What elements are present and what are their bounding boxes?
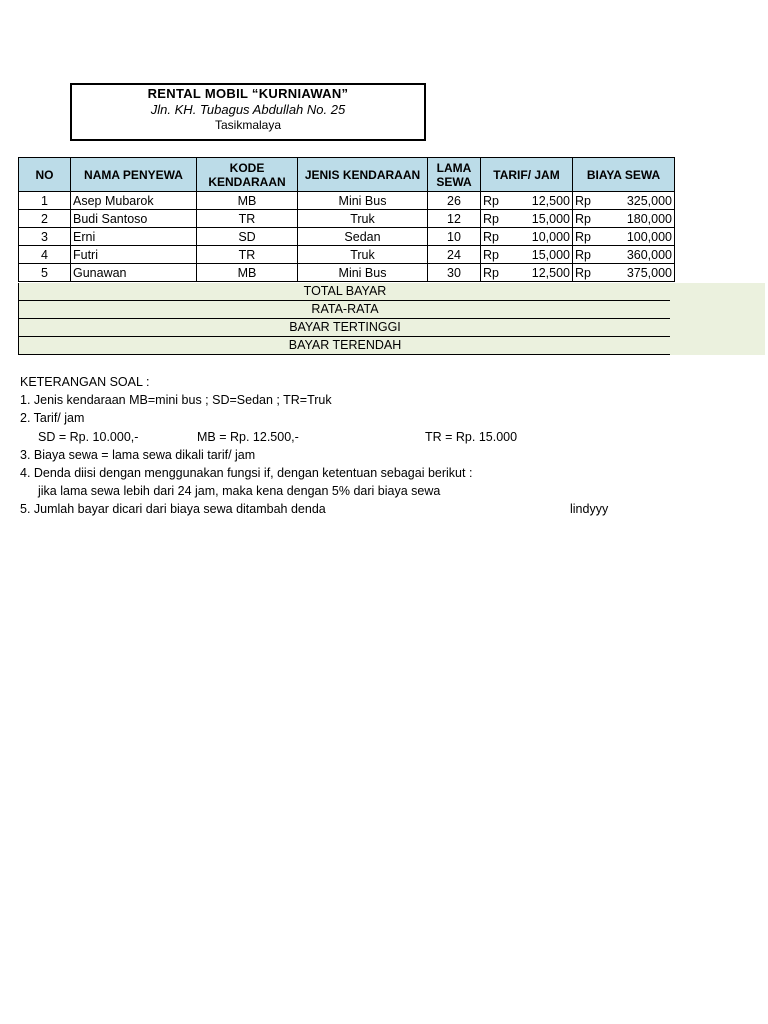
note-line-4b: jika lama sewa lebih dari 24 jam, maka kena dengan 5% dari biaya sewa [38,484,441,499]
summary-fill [670,301,765,319]
cell-biaya [573,192,675,210]
col-header-lama-line2: SEWA [436,174,472,189]
cell-biaya-value: 180,000 [626,211,672,226]
cell-lama: 24 [428,246,481,264]
cell-biaya-value: 100,000 [626,229,672,244]
cell-nama: Futri [71,246,197,264]
cell-nama: Budi Santoso [71,210,197,228]
table-row [19,228,675,246]
col-header-tarif: TARIF/ JAM [481,158,573,192]
summary-total-bayar: TOTAL BAYAR [18,283,671,301]
header-city: Tasikmalaya [214,118,282,132]
rental-table [18,157,675,282]
cell-lama: 10 [428,228,481,246]
cell-tarif-currency: Rp [483,211,499,226]
cell-biaya-value: 360,000 [626,247,672,262]
note-line-2: 2. Tarif/ jam [20,411,85,426]
cell-biaya [573,210,675,228]
cell-lama: 12 [428,210,481,228]
cell-no: 2 [19,210,71,228]
table-header-row [19,158,675,192]
cell-jenis: Mini Bus [298,264,428,282]
col-header-no: NO [19,158,71,192]
cell-no: 5 [19,264,71,282]
cell-jenis: Sedan [298,228,428,246]
cell-biaya-value: 325,000 [626,193,672,208]
cell-kode: TR [197,246,298,264]
table-row [19,192,675,210]
col-header-jenis: JENIS KENDARAAN [298,158,428,192]
col-header-kode-line1: KODE [229,160,265,175]
summary-fill [670,283,765,301]
summary-fill [670,337,765,355]
cell-tarif [481,246,573,264]
cell-tarif-value: 12,500 [531,193,570,208]
tarif-tr: TR = Rp. 15.000 [425,429,518,444]
col-header-lama-line1: LAMA [436,160,472,175]
cell-jenis: Truk [298,246,428,264]
notes-heading: KETERANGAN SOAL : [20,375,150,389]
cell-nama: Erni [71,228,197,246]
tarif-mb: MB = Rp. 12.500,- [197,429,299,444]
cell-biaya [573,264,675,282]
author-name: lindyyy [570,502,609,517]
page-title: RENTAL MOBIL “KURNIAWAN” [147,86,349,101]
cell-nama: Asep Mubarok [71,192,197,210]
cell-jenis: Mini Bus [298,192,428,210]
table-row [19,264,675,282]
cell-tarif [481,210,573,228]
cell-no: 4 [19,246,71,264]
cell-biaya-currency: Rp [575,247,591,262]
col-header-lama [428,158,481,192]
col-header-biaya: BIAYA SEWA [573,158,675,192]
cell-tarif-currency: Rp [483,229,499,244]
summary-bayar-tertinggi: BAYAR TERTINGGI [18,319,671,337]
cell-tarif [481,264,573,282]
cell-biaya [573,228,675,246]
cell-no: 1 [19,192,71,210]
cell-tarif-value: 15,000 [531,247,570,262]
cell-tarif-value: 12,500 [531,265,570,280]
summary-bayar-terendah: BAYAR TERENDAH [18,337,671,355]
summary-rata-rata: RATA-RATA [18,301,671,319]
header-box [70,83,426,141]
summary-fill [670,319,765,337]
cell-kode: MB [197,264,298,282]
cell-no: 3 [19,228,71,246]
cell-biaya-currency: Rp [575,211,591,226]
cell-biaya [573,246,675,264]
notes-section [20,373,609,519]
cell-lama: 30 [428,264,481,282]
cell-tarif-currency: Rp [483,193,499,208]
cell-biaya-currency: Rp [575,193,591,208]
cell-jenis: Truk [298,210,428,228]
note-line-5 [20,500,609,518]
cell-nama: Gunawan [71,264,197,282]
cell-biaya-currency: Rp [575,265,591,280]
note-tarif-values [20,428,518,446]
cell-biaya-currency: Rp [575,229,591,244]
cell-kode: MB [197,192,298,210]
cell-kode: TR [197,210,298,228]
col-header-kode [197,158,298,192]
table-row [19,210,675,228]
cell-biaya-value: 375,000 [626,265,672,280]
col-header-nama: NAMA PENYEWA [71,158,197,192]
note-line-1: 1. Jenis kendaraan MB=mini bus ; SD=Sedan ; TR=Truk [20,393,332,408]
table-row [19,246,675,264]
note-line-3: 3. Biaya sewa = lama sewa dikali tarif/ jam [20,447,256,462]
header-address: Jln. KH. Tubagus Abdullah No. 25 [150,102,346,117]
cell-tarif-currency: Rp [483,265,499,280]
cell-tarif-currency: Rp [483,247,499,262]
cell-tarif-value: 15,000 [531,211,570,226]
col-header-kode-line2: KENDARAAN [208,174,286,189]
cell-kode: SD [197,228,298,246]
cell-tarif [481,228,573,246]
tarif-sd: SD = Rp. 10.000,- [38,429,139,444]
cell-tarif-value: 10,000 [531,229,570,244]
cell-lama: 26 [428,192,481,210]
cell-tarif [481,192,573,210]
note-line-4: 4. Denda diisi dengan menggunakan fungsi if, dengan ketentuan sebagai berikut : [20,465,473,480]
note-line-5-text: 5. Jumlah bayar dicari dari biaya sewa ditambah denda [20,502,326,517]
